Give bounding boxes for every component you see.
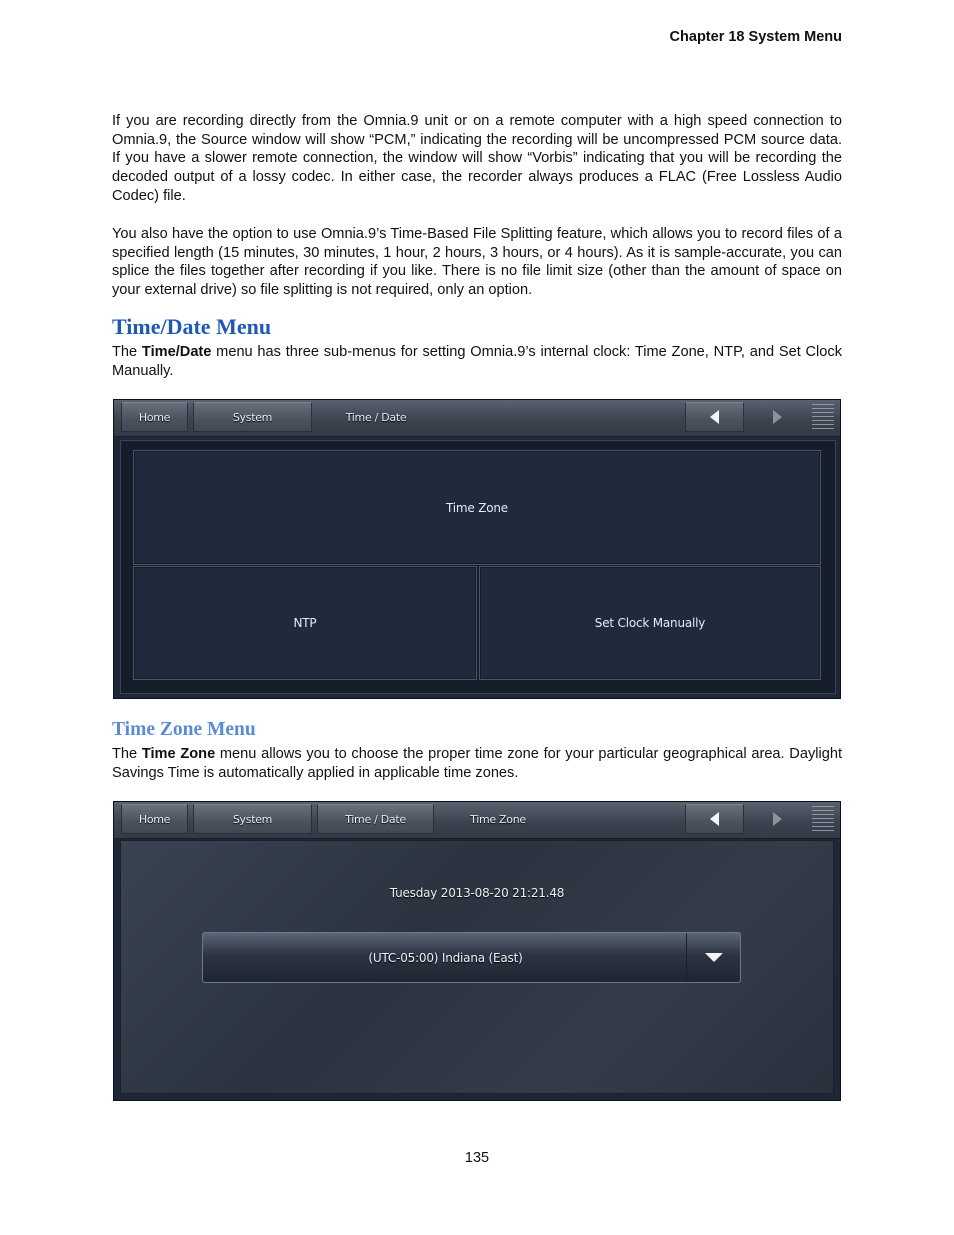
menu-lines-icon[interactable] [812, 806, 834, 832]
tile-ntp[interactable] [133, 566, 477, 680]
section-heading-time-zone: Time Zone Menu [112, 719, 256, 740]
chevron-down-icon [705, 953, 723, 962]
nav-forward-button[interactable] [748, 804, 807, 834]
paragraph-time-date-intro [112, 343, 842, 380]
nav-system-button[interactable]: System [193, 804, 312, 834]
text-run: The [112, 746, 142, 762]
arrow-left-icon [710, 410, 719, 424]
nav-current-label: Time Zone [470, 812, 526, 826]
section-heading-time-date: Time/Date Menu [112, 314, 272, 339]
paragraph-time-zone-intro [112, 745, 842, 782]
bold-term-time-zone: Time Zone [141, 746, 216, 762]
tile-time-zone[interactable] [133, 450, 821, 565]
page-number: 135 [464, 1150, 490, 1166]
nav-bar [114, 400, 840, 437]
bold-term-time-date: Time/Date [141, 344, 212, 360]
nav-home-button[interactable]: Home [121, 804, 188, 834]
paragraph-file-splitting: You also have the option to use Omnia.9’s Time-Based File Splitting feature, which allows you to record files of a specified length (15 minutes, 30 minutes, 1 hour, 2 hours, 3 hours, or 4 hours). As it is sample-accurate, you can splice the files together after recording if you like. There is no file limit size (other than the amount of space on your external drive) so file splitting is not required, only an option. [112, 226, 842, 299]
screenshot-time-zone-menu [113, 801, 841, 1101]
text-run: menu allows you to choose the proper time zone for your particular geographical area. Daylight Savings Time is automatically applied in applicable time zones. [112, 746, 843, 781]
arrow-right-icon [773, 812, 782, 826]
current-datetime: Tuesday 2013-08-20 21:21.48 [389, 886, 565, 900]
dropdown-toggle-button[interactable] [686, 933, 740, 982]
text-run: menu has three sub-menus for setting Omnia.9’s internal clock: Time Zone, NTP, and Set Clock Manually. [112, 344, 843, 379]
arrow-right-icon [773, 410, 782, 424]
chapter-header: Chapter 18 System Menu [669, 29, 842, 45]
text-run: The [112, 344, 142, 360]
time-zone-selected-value: (UTC-05:00) Indiana (East) [368, 950, 523, 965]
tile-label: NTP [293, 616, 317, 630]
nav-back-button[interactable] [685, 804, 744, 834]
screenshot-time-date-menu [113, 399, 841, 699]
nav-bar [114, 802, 840, 839]
tile-label: Set Clock Manually [594, 616, 706, 630]
nav-current-label: Time / Date [345, 410, 407, 424]
time-zone-dropdown[interactable] [202, 932, 741, 983]
tile-label: Time Zone [446, 500, 508, 515]
paragraph-recording-source: If you are recording directly from the Omnia.9 unit or on a remote computer with a high speed connection to Omnia.9, the Source window will show “PCM,” indicating the recording will be uncompressed PCM source data. If you have a slower remote connection, the window will show “Vorbis” indicating that you will be recording the decoded output of a lossy codec. In either case, the recorder always produces a FLAC (Free Lossless Audio Codec) file. [112, 113, 842, 204]
nav-system-button[interactable]: System [193, 402, 312, 432]
arrow-left-icon [710, 812, 719, 826]
nav-home-button[interactable]: Home [121, 402, 188, 432]
nav-forward-button[interactable] [748, 402, 807, 432]
tile-set-clock-manually[interactable] [479, 566, 821, 680]
nav-back-button[interactable] [685, 402, 744, 432]
menu-lines-icon[interactable] [812, 404, 834, 430]
nav-time-date-button[interactable]: Time / Date [317, 804, 434, 834]
